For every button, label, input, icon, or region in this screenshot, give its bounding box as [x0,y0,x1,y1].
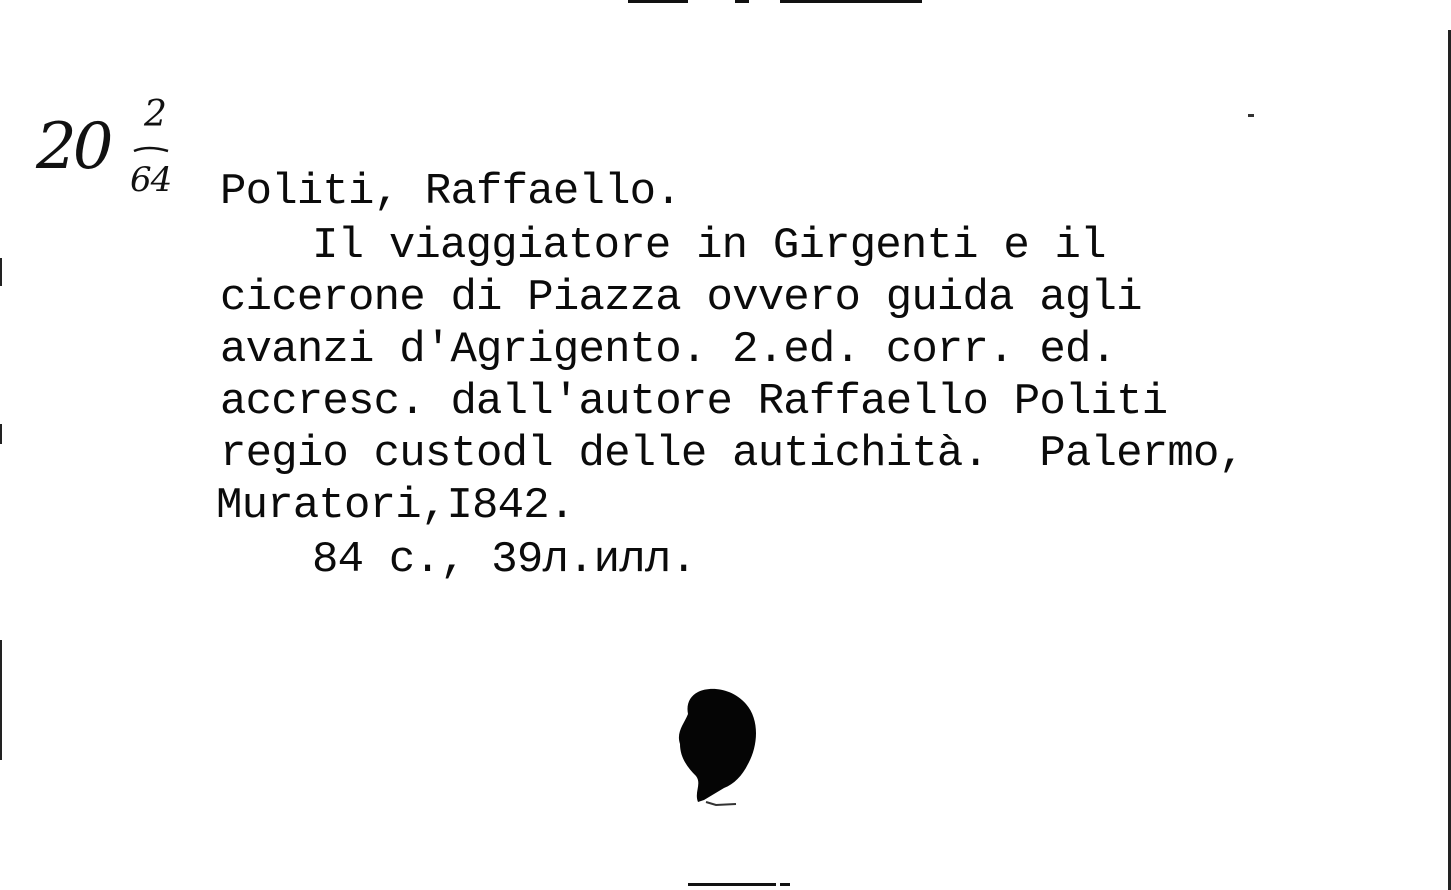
scan-edge [0,424,2,444]
scan-edge [780,0,922,3]
title-line: avanzi d'Agrigento. 2.ed. corr. ed. [220,325,1117,375]
shelf-mark-denominator: 64 [130,160,172,200]
scan-edge [0,640,2,760]
scan-edge [628,0,688,3]
author-heading: Politi, Raffaello. [220,167,681,217]
shelf-mark [30,88,200,218]
title-line: cicerone di Piazza ovvero guida agli [220,273,1142,323]
imprint-line: regio custodl delle autichità. Palermo, [220,429,1245,479]
scan-edge [735,0,749,3]
imprint-line: Muratori,I842. [216,481,575,531]
title-line: Il viaggiatore in Girgenti e il [312,221,1106,271]
shelf-mark-numerator: 2 [144,94,167,135]
collation-line: 84 c., 39л.илл. [312,535,697,585]
speck [1248,114,1254,117]
scan-edge [0,258,2,286]
punch-hole [676,684,766,809]
shelf-mark-main: 20 [36,110,110,184]
title-line: accresc. dall'autore Raffaello Politi [220,377,1168,427]
